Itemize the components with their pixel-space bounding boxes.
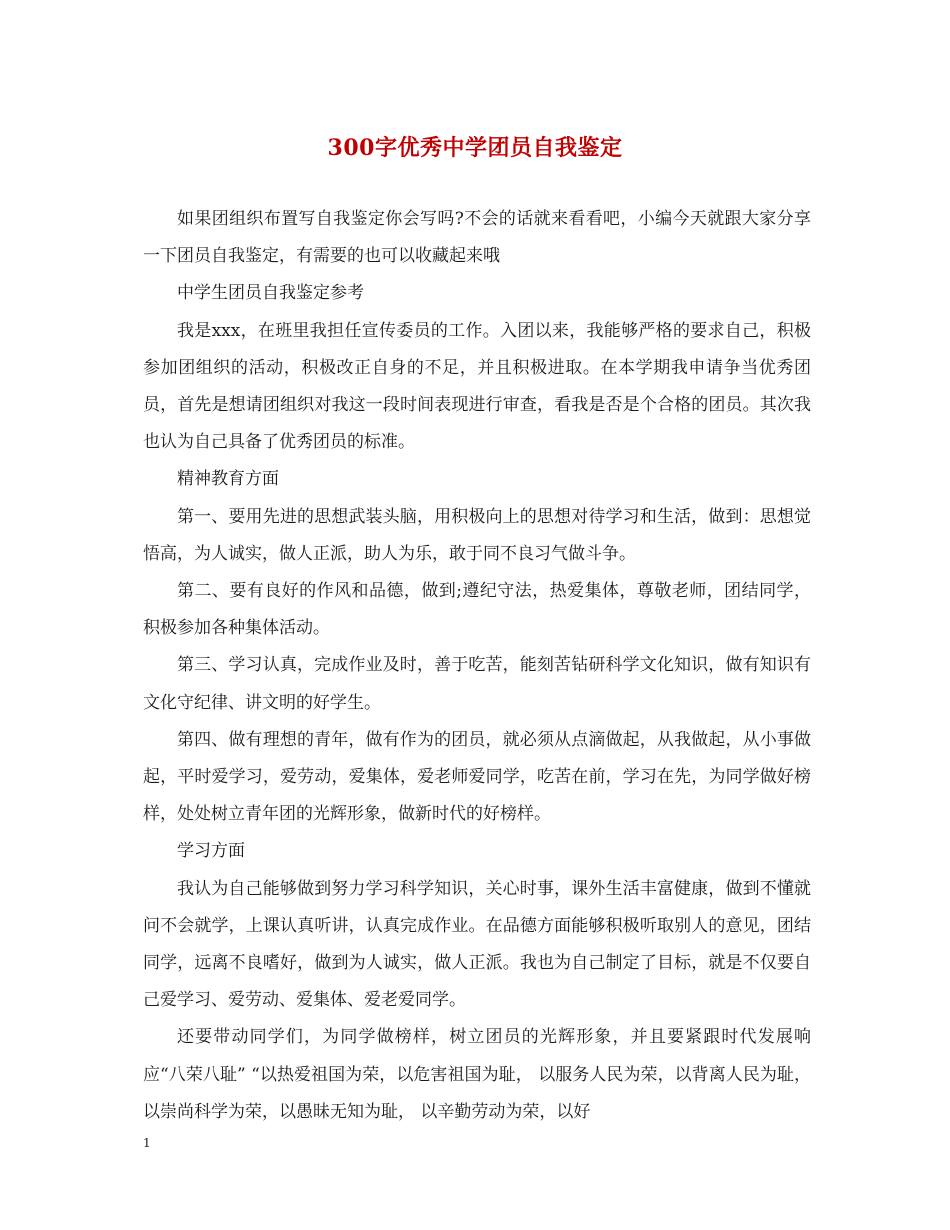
body-paragraph: 我认为自己能够做到努力学习科学知识，关心时事，课外生活丰富健康，做到不懂就问不会就学，上课认真听讲，认真完成作业。在品德方面能够积极听取别人的意见，团结同学，远离不良嗜好，做到为人诚实，做人正派。我也为自己制定了目标，就是不仅要自己爱学习、爱劳动、爱集体、爱老爱同学。 — [143, 878, 811, 1011]
body-paragraph: 第四、做有理想的青年，做有作为的团员，就必须从点滴做起，从我做起，从小事做起，平时爱学习，爱劳动，爱集体，爱老师爱同学，吃苦在前，学习在先，为同学做好榜样，处处树立青年团的光辉形象，做新时代的好榜样。 — [143, 729, 811, 825]
document-body — [143, 201, 811, 1131]
body-paragraph: 第二、要有良好的作风和品德，做到;遵纪守法，热爱集体，尊敬老师，团结同学，积极参加各种集体活动。 — [143, 581, 811, 639]
body-paragraph: 我是xxx，在班里我担任宣传委员的工作。入团以来，我能够严格的要求自己，积极参加团组织的活动，积极改正自身的不足，并且积极进取。在本学期我申请争当优秀团员，首先是想请团组织对我这一段时间表现进行审查，看我是否是个合格的团员。其次我也认为自己具备了优秀团员的标准。 — [143, 320, 811, 453]
section-heading: 学习方面 — [177, 841, 245, 862]
page-number: 1 — [143, 1136, 151, 1150]
body-paragraph: 第三、学习认真，完成作业及时，善于吃苦，能刻苦钻研科学文化知识，做有知识有文化守纪律、讲文明的好学生。 — [143, 655, 811, 713]
body-paragraph: 第一、要用先进的思想武装头脑，用积极向上的思想对待学习和生活，做到：思想觉悟高，为人诚实，做人正派，助人为乐，敢于同不良习气做斗争。 — [143, 506, 811, 564]
body-paragraph: 还要带动同学们，为同学做榜样，树立团员的光辉形象，并且要紧跟时代发展响应“八荣八耻” “以热爱祖国为荣，以危害祖国为耻， 以服务人民为荣，以背离人民为耻， 以崇尚科学为荣，以愚昧无知为耻， 以辛勤劳动为荣，以好 — [143, 1027, 811, 1122]
section-heading: 精神教育方面 — [177, 469, 279, 490]
section-heading: 中学生团员自我鉴定参考 — [177, 283, 364, 304]
intro-paragraph: 如果团组织布置写自我鉴定你会写吗?不会的话就来看看吧，小编今天就跟大家分享一下团员自我鉴定，有需要的也可以收藏起来哦 — [143, 209, 811, 267]
document-title: 300字优秀中学团员自我鉴定 — [327, 135, 623, 161]
